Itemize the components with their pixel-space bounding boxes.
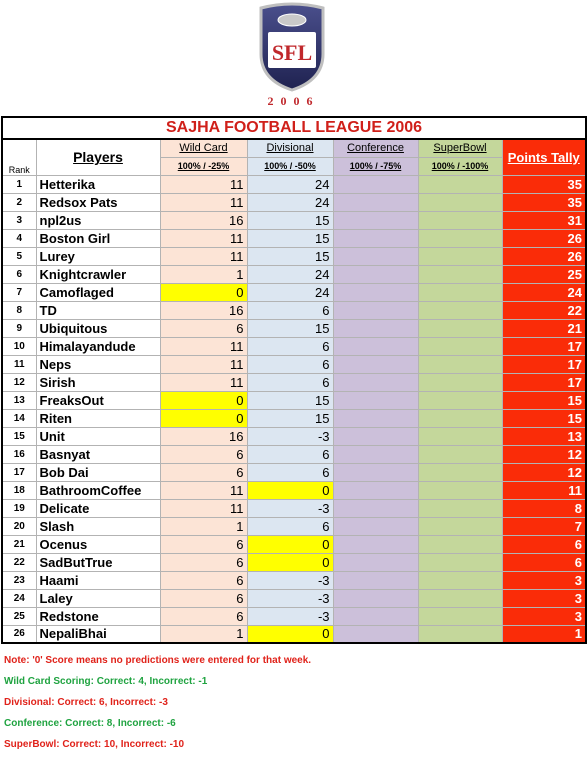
points-tally-header: Points Tally xyxy=(502,139,586,175)
table-row xyxy=(2,355,586,373)
points-cell: 6 xyxy=(502,535,586,553)
table-row xyxy=(2,247,586,265)
points-cell: 8 xyxy=(502,499,586,517)
divisional-cell: 15 xyxy=(247,409,333,427)
table-row xyxy=(2,301,586,319)
divisional-cell: 15 xyxy=(247,319,333,337)
rank-cell: 8 xyxy=(2,301,36,319)
points-cell: 11 xyxy=(502,481,586,499)
wild-card-cell: 6 xyxy=(160,553,247,571)
superbowl-cell xyxy=(418,301,502,319)
conference-cell xyxy=(333,355,418,373)
player-cell: Slash xyxy=(36,517,160,535)
table-row xyxy=(2,535,586,553)
conference-cell xyxy=(333,301,418,319)
wild-card-cell: 6 xyxy=(160,607,247,625)
player-cell: Haami xyxy=(36,571,160,589)
superbowl-cell xyxy=(418,175,502,193)
divisional-cell: -3 xyxy=(247,499,333,517)
conference-cell xyxy=(333,211,418,229)
table-row xyxy=(2,229,586,247)
wild-card-cell: 6 xyxy=(160,463,247,481)
wild-card-cell: 6 xyxy=(160,445,247,463)
superbowl-cell xyxy=(418,499,502,517)
divisional-cell: 0 xyxy=(247,535,333,553)
player-cell: Boston Girl xyxy=(36,229,160,247)
points-cell: 17 xyxy=(502,337,586,355)
superbowl-cell xyxy=(418,391,502,409)
wild-card-cell: 16 xyxy=(160,211,247,229)
wild-card-cell: 0 xyxy=(160,391,247,409)
player-cell: npl2us xyxy=(36,211,160,229)
divisional-cell: 6 xyxy=(247,337,333,355)
points-cell: 3 xyxy=(502,589,586,607)
points-cell: 22 xyxy=(502,301,586,319)
player-cell: Unit xyxy=(36,427,160,445)
divisional-cell: -3 xyxy=(247,571,333,589)
table-row xyxy=(2,175,586,193)
divisional-cell: 6 xyxy=(247,445,333,463)
conference-cell xyxy=(333,445,418,463)
points-cell: 12 xyxy=(502,463,586,481)
note-line: Wild Card Scoring: Correct: 4, Incorrect: -1 xyxy=(4,676,208,687)
divisional-pct: 100% / -50% xyxy=(247,157,333,175)
wild-card-cell: 1 xyxy=(160,265,247,283)
wild-card-cell: 11 xyxy=(160,175,247,193)
superbowl-cell xyxy=(418,247,502,265)
player-cell: Redstone xyxy=(36,607,160,625)
divisional-cell: 6 xyxy=(247,463,333,481)
player-cell: SadButTrue xyxy=(36,553,160,571)
wild-card-cell: 11 xyxy=(160,481,247,499)
divisional-cell: 24 xyxy=(247,265,333,283)
conference-cell xyxy=(333,553,418,571)
rank-cell: 1 xyxy=(2,175,36,193)
rank-cell: 10 xyxy=(2,337,36,355)
rank-cell: 11 xyxy=(2,355,36,373)
divisional-cell: -3 xyxy=(247,589,333,607)
table-row xyxy=(2,283,586,301)
table-row xyxy=(2,625,586,643)
rank-cell: 21 xyxy=(2,535,36,553)
scoring-notes xyxy=(4,654,584,759)
superbowl-cell xyxy=(418,553,502,571)
divisional-cell: 24 xyxy=(247,283,333,301)
player-cell: FreaksOut xyxy=(36,391,160,409)
superbowl-cell xyxy=(418,229,502,247)
rank-cell: 15 xyxy=(2,427,36,445)
wild-card-cell: 6 xyxy=(160,535,247,553)
conference-cell xyxy=(333,499,418,517)
points-cell: 12 xyxy=(502,445,586,463)
rank-cell: 13 xyxy=(2,391,36,409)
rank-cell: 25 xyxy=(2,607,36,625)
player-cell: Lurey xyxy=(36,247,160,265)
rank-cell: 16 xyxy=(2,445,36,463)
league-table xyxy=(1,116,587,644)
player-cell: Basnyat xyxy=(36,445,160,463)
player-cell: BathroomCoffee xyxy=(36,481,160,499)
points-cell: 15 xyxy=(502,391,586,409)
wild-card-cell: 6 xyxy=(160,571,247,589)
points-cell: 26 xyxy=(502,247,586,265)
wild-card-cell: 11 xyxy=(160,229,247,247)
wild-card-cell: 16 xyxy=(160,301,247,319)
conference-cell xyxy=(333,391,418,409)
conference-cell xyxy=(333,535,418,553)
table-row xyxy=(2,499,586,517)
conference-cell xyxy=(333,517,418,535)
conference-cell xyxy=(333,571,418,589)
wild-card-cell: 16 xyxy=(160,427,247,445)
table-row xyxy=(2,319,586,337)
superbowl-cell xyxy=(418,193,502,211)
player-cell: Bob Dai xyxy=(36,463,160,481)
points-cell: 24 xyxy=(502,283,586,301)
conference-cell xyxy=(333,247,418,265)
player-cell: Laley xyxy=(36,589,160,607)
superbowl-cell xyxy=(418,265,502,283)
table-row xyxy=(2,211,586,229)
note-line: SuperBowl: Correct: 10, Incorrect: -10 xyxy=(4,739,185,750)
superbowl-cell xyxy=(418,625,502,643)
rank-cell: 19 xyxy=(2,499,36,517)
rank-header: Rank xyxy=(2,139,36,175)
superbowl-cell xyxy=(418,535,502,553)
table-row xyxy=(2,463,586,481)
wild-card-cell: 0 xyxy=(160,409,247,427)
player-cell: Himalayandude xyxy=(36,337,160,355)
conference-pct: 100% / -75% xyxy=(333,157,418,175)
conference-cell xyxy=(333,463,418,481)
player-cell: Sirish xyxy=(36,373,160,391)
divisional-cell: 15 xyxy=(247,247,333,265)
superbowl-cell xyxy=(418,319,502,337)
points-cell: 7 xyxy=(502,517,586,535)
rank-cell: 23 xyxy=(2,571,36,589)
table-row xyxy=(2,427,586,445)
divisional-cell: 6 xyxy=(247,355,333,373)
player-cell: Delicate xyxy=(36,499,160,517)
player-cell: Ubiquitous xyxy=(36,319,160,337)
superbowl-cell xyxy=(418,409,502,427)
rank-cell: 12 xyxy=(2,373,36,391)
divisional-cell: 6 xyxy=(247,373,333,391)
points-cell: 15 xyxy=(502,409,586,427)
superbowl-cell xyxy=(418,373,502,391)
table-row xyxy=(2,409,586,427)
logo-text: SFL xyxy=(271,40,313,65)
wild-card-cell: 11 xyxy=(160,193,247,211)
player-cell: Knightcrawler xyxy=(36,265,160,283)
rank-cell: 7 xyxy=(2,283,36,301)
superbowl-cell xyxy=(418,517,502,535)
conference-header: Conference xyxy=(333,139,418,157)
wild-card-cell: 6 xyxy=(160,319,247,337)
table-row xyxy=(2,373,586,391)
superbowl-pct: 100% / -100% xyxy=(418,157,502,175)
rank-cell: 4 xyxy=(2,229,36,247)
points-cell: 3 xyxy=(502,607,586,625)
wild-card-cell: 1 xyxy=(160,625,247,643)
superbowl-cell xyxy=(418,589,502,607)
conference-cell xyxy=(333,337,418,355)
divisional-cell: -3 xyxy=(247,427,333,445)
table-row xyxy=(2,445,586,463)
points-cell: 25 xyxy=(502,265,586,283)
divisional-cell: 6 xyxy=(247,517,333,535)
table-row xyxy=(2,391,586,409)
wild-card-cell: 0 xyxy=(160,283,247,301)
conference-cell xyxy=(333,607,418,625)
player-cell: Redsox Pats xyxy=(36,193,160,211)
wild-card-pct: 100% / -25% xyxy=(160,157,247,175)
points-cell: 17 xyxy=(502,373,586,391)
superbowl-header: SuperBowl xyxy=(418,139,502,157)
points-cell: 26 xyxy=(502,229,586,247)
conference-cell xyxy=(333,373,418,391)
superbowl-cell xyxy=(418,211,502,229)
player-cell: Ocenus xyxy=(36,535,160,553)
conference-cell xyxy=(333,175,418,193)
points-cell: 21 xyxy=(502,319,586,337)
superbowl-cell xyxy=(418,481,502,499)
divisional-cell: 15 xyxy=(247,229,333,247)
conference-cell xyxy=(333,589,418,607)
rank-cell: 22 xyxy=(2,553,36,571)
table-row xyxy=(2,337,586,355)
note-line: Conference: Correct: 8, Incorrect: -6 xyxy=(4,718,176,729)
player-cell: Riten xyxy=(36,409,160,427)
superbowl-cell xyxy=(418,463,502,481)
wild-card-cell: 11 xyxy=(160,355,247,373)
table-row xyxy=(2,553,586,571)
conference-cell xyxy=(333,283,418,301)
rank-cell: 6 xyxy=(2,265,36,283)
table-row xyxy=(2,607,586,625)
wild-card-cell: 11 xyxy=(160,247,247,265)
rank-cell: 3 xyxy=(2,211,36,229)
conference-cell xyxy=(333,481,418,499)
rank-cell: 2 xyxy=(2,193,36,211)
superbowl-cell xyxy=(418,607,502,625)
rank-cell: 18 xyxy=(2,481,36,499)
rank-cell: 9 xyxy=(2,319,36,337)
conference-cell xyxy=(333,427,418,445)
superbowl-cell xyxy=(418,445,502,463)
player-cell: Hetterika xyxy=(36,175,160,193)
divisional-cell: 15 xyxy=(247,391,333,409)
conference-cell xyxy=(333,319,418,337)
divisional-header: Divisional xyxy=(247,139,333,157)
wild-card-cell: 11 xyxy=(160,373,247,391)
divisional-cell: 0 xyxy=(247,553,333,571)
rank-cell: 24 xyxy=(2,589,36,607)
wild-card-cell: 11 xyxy=(160,499,247,517)
points-cell: 6 xyxy=(502,553,586,571)
player-cell: Camoflaged xyxy=(36,283,160,301)
points-cell: 35 xyxy=(502,175,586,193)
divisional-cell: 0 xyxy=(247,625,333,643)
sfl-shield-logo xyxy=(255,2,329,92)
points-cell: 31 xyxy=(502,211,586,229)
rank-cell: 20 xyxy=(2,517,36,535)
rank-cell: 17 xyxy=(2,463,36,481)
superbowl-cell xyxy=(418,355,502,373)
points-cell: 35 xyxy=(502,193,586,211)
points-cell: 3 xyxy=(502,571,586,589)
table-title: SAJHA FOOTBALL LEAGUE 2006 xyxy=(2,117,586,139)
player-cell: Neps xyxy=(36,355,160,373)
divisional-cell: 15 xyxy=(247,211,333,229)
table-row xyxy=(2,589,586,607)
points-cell: 17 xyxy=(502,355,586,373)
conference-cell xyxy=(333,229,418,247)
divisional-cell: -3 xyxy=(247,607,333,625)
table-row xyxy=(2,481,586,499)
divisional-cell: 24 xyxy=(247,193,333,211)
superbowl-cell xyxy=(418,427,502,445)
note-line: Divisional: Correct: 6, Incorrect: -3 xyxy=(4,697,168,708)
superbowl-cell xyxy=(418,571,502,589)
wild-card-cell: 6 xyxy=(160,589,247,607)
divisional-cell: 6 xyxy=(247,301,333,319)
rank-cell: 14 xyxy=(2,409,36,427)
logo-year: 2006 xyxy=(267,94,320,108)
wild-card-header: Wild Card xyxy=(160,139,247,157)
conference-cell xyxy=(333,409,418,427)
divisional-cell: 24 xyxy=(247,175,333,193)
table-row xyxy=(2,517,586,535)
conference-cell xyxy=(333,625,418,643)
note-line: Note: '0' Score means no predictions were entered for that week. xyxy=(4,655,312,666)
superbowl-cell xyxy=(418,337,502,355)
superbowl-cell xyxy=(418,283,502,301)
conference-cell xyxy=(333,193,418,211)
conference-cell xyxy=(333,265,418,283)
points-cell: 1 xyxy=(502,625,586,643)
table-row xyxy=(2,193,586,211)
players-header: Players xyxy=(36,139,160,175)
player-cell: TD xyxy=(36,301,160,319)
wild-card-cell: 1 xyxy=(160,517,247,535)
table-row xyxy=(2,265,586,283)
divisional-cell: 0 xyxy=(247,481,333,499)
player-cell: NepaliBhai xyxy=(36,625,160,643)
rank-cell: 26 xyxy=(2,625,36,643)
wild-card-cell: 11 xyxy=(160,337,247,355)
table-row xyxy=(2,571,586,589)
points-cell: 13 xyxy=(502,427,586,445)
rank-cell: 5 xyxy=(2,247,36,265)
